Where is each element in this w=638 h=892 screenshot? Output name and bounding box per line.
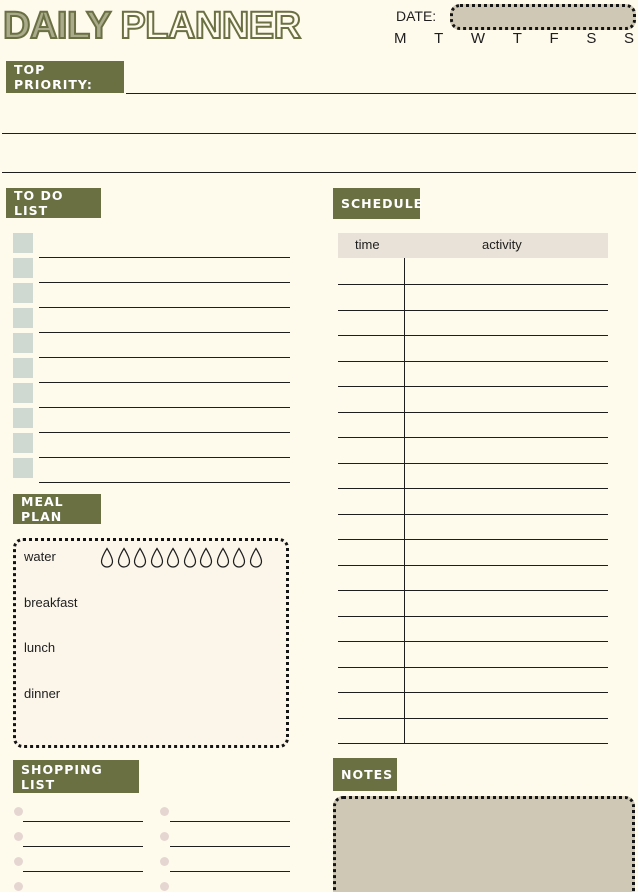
water-drop-icon[interactable] [183, 547, 197, 569]
schedule-divider [404, 258, 405, 744]
todo-checkbox[interactable] [13, 433, 33, 453]
schedule-row-line[interactable] [338, 361, 608, 362]
meal-lunch-label: lunch [24, 640, 56, 655]
todo-line[interactable] [39, 332, 290, 333]
schedule-col-activity: activity [482, 237, 522, 252]
todo-line[interactable] [39, 357, 290, 358]
meal-plan-tag: MEAL PLAN [13, 494, 101, 524]
schedule-row-line[interactable] [338, 539, 608, 540]
schedule-row-line[interactable] [338, 718, 608, 719]
top-priority-line-1[interactable] [126, 93, 636, 94]
schedule-row-line[interactable] [338, 335, 608, 336]
weekday-row [394, 30, 634, 47]
todo-checkbox[interactable] [13, 308, 33, 328]
schedule-row-line[interactable] [338, 590, 608, 591]
weekday-sun[interactable]: S [623, 30, 634, 47]
schedule-row-line[interactable] [338, 641, 608, 642]
todo-checkbox[interactable] [13, 233, 33, 253]
schedule-row-line[interactable] [338, 463, 608, 464]
shopping-bullet [14, 882, 23, 891]
shopping-line[interactable] [23, 871, 143, 872]
top-priority-line-2[interactable] [2, 133, 636, 134]
page-title [3, 4, 301, 48]
notes-box[interactable] [333, 796, 635, 892]
shopping-bullet [14, 857, 23, 866]
weekday-tue[interactable]: T [434, 30, 444, 47]
weekday-mon[interactable]: M [394, 30, 407, 47]
shopping-bullet [14, 832, 23, 841]
todo-checkbox[interactable] [13, 408, 33, 428]
schedule-row-line[interactable] [338, 437, 608, 438]
schedule-row-line[interactable] [338, 488, 608, 489]
todo-line[interactable] [39, 407, 290, 408]
todo-checkbox[interactable] [13, 383, 33, 403]
schedule-row-line[interactable] [338, 412, 608, 413]
shopping-line[interactable] [170, 871, 290, 872]
shopping-list-tag: SHOPPING LIST [13, 760, 139, 793]
top-priority-line-3[interactable] [2, 172, 636, 173]
todo-line[interactable] [39, 282, 290, 283]
water-drop-icon[interactable] [249, 547, 263, 569]
todo-line[interactable] [39, 457, 290, 458]
schedule-row-line[interactable] [338, 667, 608, 668]
schedule-row-line[interactable] [338, 284, 608, 285]
meal-dinner-label: dinner [24, 686, 61, 701]
weekday-wed[interactable]: W [470, 30, 486, 47]
shopping-bullet [160, 882, 169, 891]
shopping-line[interactable] [170, 846, 290, 847]
shopping-line[interactable] [170, 821, 290, 822]
shopping-bullet [160, 807, 169, 816]
water-drop-icon[interactable] [100, 547, 114, 569]
schedule-row-line[interactable] [338, 386, 608, 387]
shopping-bullet [160, 857, 169, 866]
water-drop-icon[interactable] [150, 547, 164, 569]
date-field[interactable] [450, 4, 636, 30]
title-word-daily: DAILY [3, 5, 111, 47]
todo-line[interactable] [39, 307, 290, 308]
shopping-bullet [160, 832, 169, 841]
schedule-row-line[interactable] [338, 514, 608, 515]
meal-breakfast-label: breakfast [24, 595, 78, 610]
todo-line[interactable] [39, 382, 290, 383]
schedule-col-time: time [355, 237, 380, 252]
water-drop-icon[interactable] [133, 547, 147, 569]
todo-checkbox[interactable] [13, 333, 33, 353]
todo-line[interactable] [39, 482, 290, 483]
todo-checkbox[interactable] [13, 458, 33, 478]
todo-checkbox[interactable] [13, 258, 33, 278]
todo-checkbox[interactable] [13, 358, 33, 378]
top-priority-tag: TOP PRIORITY: [6, 61, 124, 93]
notes-tag: NOTES [333, 758, 397, 791]
water-drop-icon[interactable] [216, 547, 230, 569]
schedule-row-line[interactable] [338, 565, 608, 566]
weekday-fri[interactable]: F [549, 30, 559, 47]
shopping-line[interactable] [23, 821, 143, 822]
water-drop-icon[interactable] [117, 547, 131, 569]
water-drop-icon[interactable] [166, 547, 180, 569]
schedule-row-line[interactable] [338, 616, 608, 617]
schedule-tag: SCHEDULE [333, 188, 420, 219]
water-drop-icon[interactable] [199, 547, 213, 569]
water-drop-icon[interactable] [232, 547, 246, 569]
title-word-planner: PLANNER [120, 5, 301, 47]
schedule-row-line[interactable] [338, 692, 608, 693]
shopping-bullet [14, 807, 23, 816]
schedule-row-line[interactable] [338, 743, 608, 744]
schedule-header [338, 233, 608, 258]
todo-line[interactable] [39, 257, 290, 258]
weekday-sat[interactable]: S [586, 30, 597, 47]
todo-checkbox[interactable] [13, 283, 33, 303]
todo-line[interactable] [39, 432, 290, 433]
shopping-line[interactable] [23, 846, 143, 847]
weekday-thu[interactable]: T [512, 30, 522, 47]
meal-water-label: water [24, 549, 56, 564]
water-tracker [100, 547, 263, 569]
date-label: DATE: [396, 8, 437, 24]
schedule-row-line[interactable] [338, 310, 608, 311]
todo-list-tag: TO DO LIST [6, 188, 101, 218]
